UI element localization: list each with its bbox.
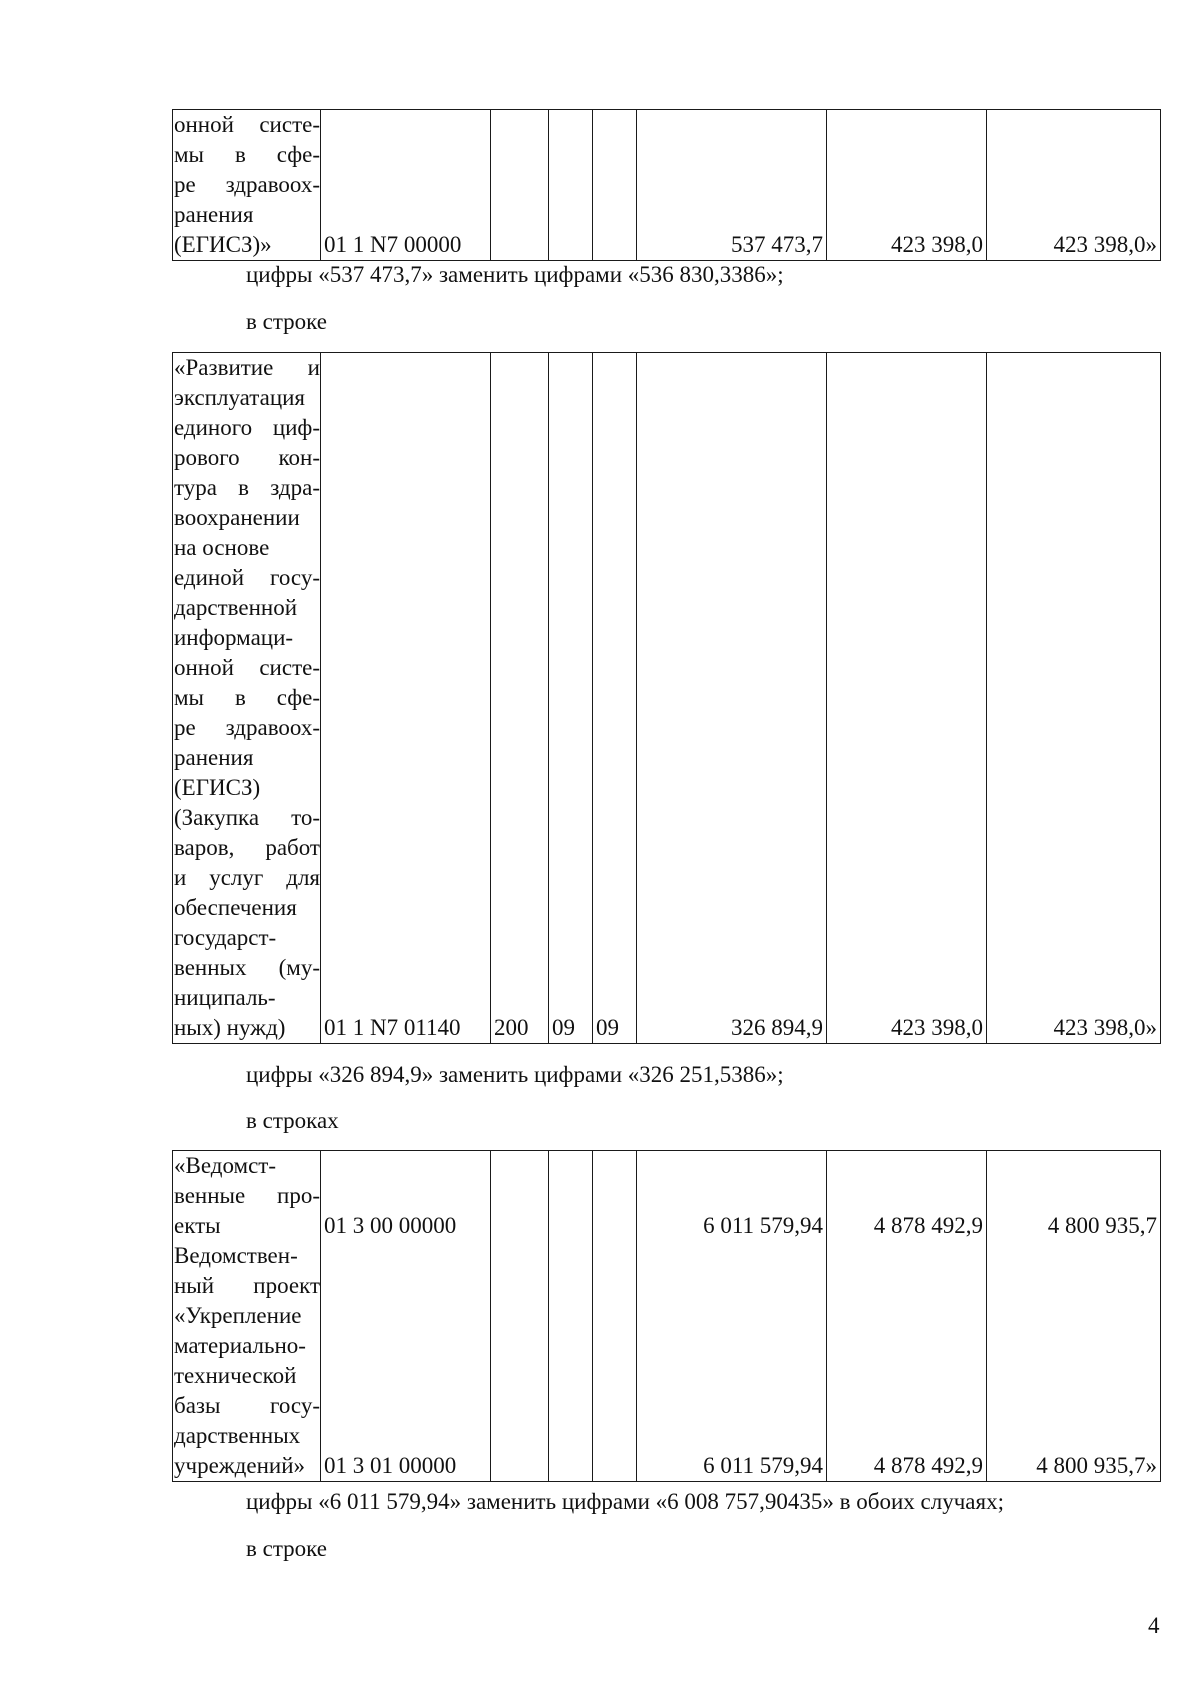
row-name-line: «Развитие и	[174, 355, 320, 380]
section-cell: 09	[549, 353, 593, 1044]
row-name-line: дарственных	[174, 1423, 301, 1448]
section-label: в строках	[246, 1108, 339, 1133]
amount-year1-cell: 537 473,7	[637, 110, 827, 261]
row-name-line: екты	[174, 1213, 221, 1238]
row-name-line: ниципаль-	[174, 985, 276, 1010]
row-name-line: рового кон-	[174, 445, 320, 470]
section-label: в строке	[246, 1536, 327, 1561]
row-name-line: варов, работ	[174, 835, 320, 860]
row-name-cell	[173, 353, 321, 1044]
section-cell	[549, 1241, 593, 1482]
row-name-cell	[173, 1151, 321, 1242]
amount-year1-cell: 6 011 579,94	[637, 1241, 827, 1482]
target-code-cell: 01 3 01 00000	[321, 1241, 491, 1482]
row-name-line: венные про-	[174, 1183, 320, 1208]
expense-type-cell: 200	[491, 353, 549, 1044]
row-name-line: воохранении	[174, 505, 300, 530]
row-name-line: ре здравоох-	[174, 715, 320, 740]
replacement-instruction: цифры «326 894,9» заменить цифрами «326 251,5386»;	[246, 1062, 784, 1087]
row-name-line: мы в сфе-	[174, 142, 320, 167]
section-label: в строке	[246, 309, 327, 334]
subsection-cell	[593, 1151, 637, 1242]
row-name-line: мы в сфе-	[174, 685, 320, 710]
section-cell	[549, 1151, 593, 1242]
amount-year3-cell: 423 398,0»	[987, 353, 1161, 1044]
row-name-line: ре здравоох-	[174, 172, 320, 197]
row-name-line: учреждений»	[174, 1453, 306, 1478]
row-name-line: единой госу-	[174, 565, 320, 590]
expense-type-cell	[491, 110, 549, 261]
row-name-line: ный проект	[174, 1273, 320, 1298]
target-code-cell: 01 1 N7 00000	[321, 110, 491, 261]
row-name-line: ранения	[174, 745, 254, 770]
budget-table-1	[172, 109, 1161, 261]
amount-year2-cell: 423 398,0	[827, 110, 987, 261]
row-name-line: информаци-	[174, 625, 294, 650]
row-name-line: дарственной	[174, 595, 298, 620]
row-name-line: обеспечения	[174, 895, 297, 920]
row-name-line: «Укрепление	[174, 1303, 302, 1328]
expense-type-cell	[491, 1151, 549, 1242]
row-name-line: (ЕГИСЗ)»	[174, 232, 272, 257]
row-name-line: технической	[174, 1363, 297, 1388]
row-name-cell	[173, 1241, 321, 1482]
amount-year2-cell: 4 878 492,9	[827, 1241, 987, 1482]
row-name-line: тура в здра-	[174, 475, 320, 500]
table-row	[173, 353, 1161, 1044]
target-code-cell: 01 1 N7 01140	[321, 353, 491, 1044]
table-row	[173, 1151, 1161, 1242]
amount-year1-cell: 326 894,9	[637, 353, 827, 1044]
row-name-line: онной систе-	[174, 112, 320, 137]
row-name-line: единого циф-	[174, 415, 320, 440]
budget-table-2	[172, 352, 1161, 1044]
expense-type-cell	[491, 1241, 549, 1482]
row-name-line: государст-	[174, 925, 277, 950]
row-name-line: эксплуатация	[174, 385, 306, 410]
amount-year2-cell: 4 878 492,9	[827, 1151, 987, 1242]
row-name-line: «Ведомст-	[174, 1153, 276, 1178]
row-name-line: и услуг для	[174, 865, 320, 890]
budget-table-3	[172, 1150, 1161, 1482]
replacement-instruction: цифры «6 011 579,94» заменить цифрами «6 008 757,90435» в обоих случаях;	[246, 1489, 1004, 1514]
table-row	[173, 110, 1161, 261]
row-name-line: (Закупка то-	[174, 805, 320, 830]
row-name-cell	[173, 110, 321, 261]
amount-year3-cell: 4 800 935,7	[987, 1151, 1161, 1242]
row-name-line: материально-	[174, 1333, 306, 1358]
row-name-line: Ведомствен-	[174, 1243, 298, 1268]
target-code-cell: 01 3 00 00000	[321, 1151, 491, 1242]
table-row	[173, 1241, 1161, 1482]
page-number: 4	[1148, 1613, 1160, 1638]
replacement-instruction: цифры «537 473,7» заменить цифрами «536 830,3386»;	[246, 262, 784, 287]
row-name-line: ных) нужд)	[174, 1015, 286, 1040]
subsection-cell: 09	[593, 353, 637, 1044]
row-name-line: базы госу-	[174, 1393, 320, 1418]
row-name-line: на основе	[174, 535, 270, 560]
amount-year2-cell: 423 398,0	[827, 353, 987, 1044]
row-name-line: (ЕГИСЗ)	[174, 775, 261, 800]
amount-year1-cell: 6 011 579,94	[637, 1151, 827, 1242]
section-cell	[549, 110, 593, 261]
amount-year3-cell: 423 398,0»	[987, 110, 1161, 261]
row-name-line: онной систе-	[174, 655, 320, 680]
amount-year3-cell: 4 800 935,7»	[987, 1241, 1161, 1482]
subsection-cell	[593, 110, 637, 261]
row-name-line: венных (му-	[174, 955, 320, 980]
subsection-cell	[593, 1241, 637, 1482]
row-name-line: ранения	[174, 202, 254, 227]
